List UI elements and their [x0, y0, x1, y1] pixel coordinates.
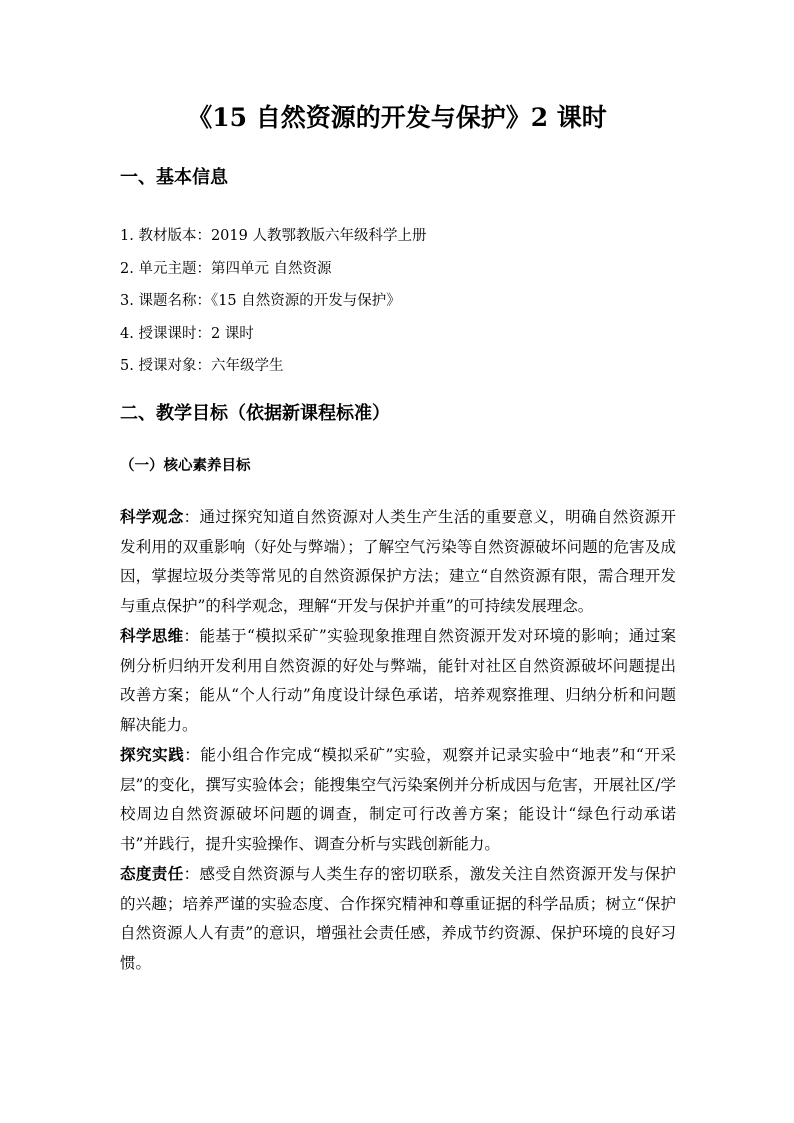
paragraph-text: ：通过探究知道自然资源对人类生产生活的重要意义，明确自然资源开发利用的双重影响（好处与弊端）；了解空气污染等自然资源破坏问题的危害及成因，掌握垃圾分类等常见的自然资源保护方法；建立“自然资源有限，需合理开发与重点保护”的科学观念，理解“开发与保护并重”的可持续发展理念。	[120, 508, 676, 615]
paragraph-text: ：能小组合作完成“模拟采矿”实验，观察并记录实验中“地表”和“开采层”的变化，撰写实验体会；能搜集空气污染案例并分析成因与危害，开展社区/学校周边自然资源破坏问题的调查，制定可行改善方案；能设计“绿色行动承诺书”并践行，提升实验操作、调查分析与实践创新能力。	[120, 746, 676, 853]
goals-paragraphs	[120, 502, 676, 978]
section-heading-basic-info: 一、基本信息	[120, 167, 228, 188]
paragraph-lead: 态度责任	[120, 864, 184, 883]
paragraph-text: ：感受自然资源与人类生存的密切联系，激发关注自然资源开发与保护的兴趣；培养严谨的实验态度、合作探究精神和尊重证据的科学品质；树立“保护自然资源人人有责”的意识，增强社会责任感，养成节约资源、保护环境的良好习惯。	[120, 865, 676, 972]
list-item: 5. 授课对象：六年级学生	[120, 358, 284, 374]
list-item: 1. 教材版本：2019 人教鄂教版六年级科学上册	[120, 228, 427, 244]
paragraph-lead: 科学思维	[120, 626, 184, 645]
paragraph-scientific-thinking	[120, 621, 676, 740]
paragraph-scientific-concept	[120, 502, 676, 621]
list-item: 4. 授课课时：2 课时	[120, 325, 254, 342]
section-heading-teaching-goals: 二、教学目标（依据新课程标准）	[120, 403, 390, 424]
subsection-heading-core-literacy: （一）核心素养目标	[120, 457, 251, 474]
basic-info-list	[120, 220, 680, 383]
document-title: 《15 自然资源的开发与保护》2 课时	[187, 103, 607, 132]
paragraph-lead: 探究实践	[120, 745, 185, 764]
list-item: 2. 单元主题：第四单元 自然资源	[120, 260, 332, 277]
paragraph-inquiry-practice	[120, 740, 676, 859]
paragraph-lead: 科学观念	[120, 507, 184, 526]
paragraph-attitude-responsibility	[120, 859, 676, 978]
list-item: 3. 课题名称：《15 自然资源的开发与保护》	[120, 293, 401, 309]
paragraph-text: ：能基于“模拟采矿”实验现象推理自然资源开发对环境的影响；通过案例分析归纳开发利用自然资源的好处与弊端，能针对社区自然资源破坏问题提出改善方案；能从“个人行动”角度设计绿色承诺，培养观察推理、归纳分析和问题解决能力。	[120, 627, 676, 734]
